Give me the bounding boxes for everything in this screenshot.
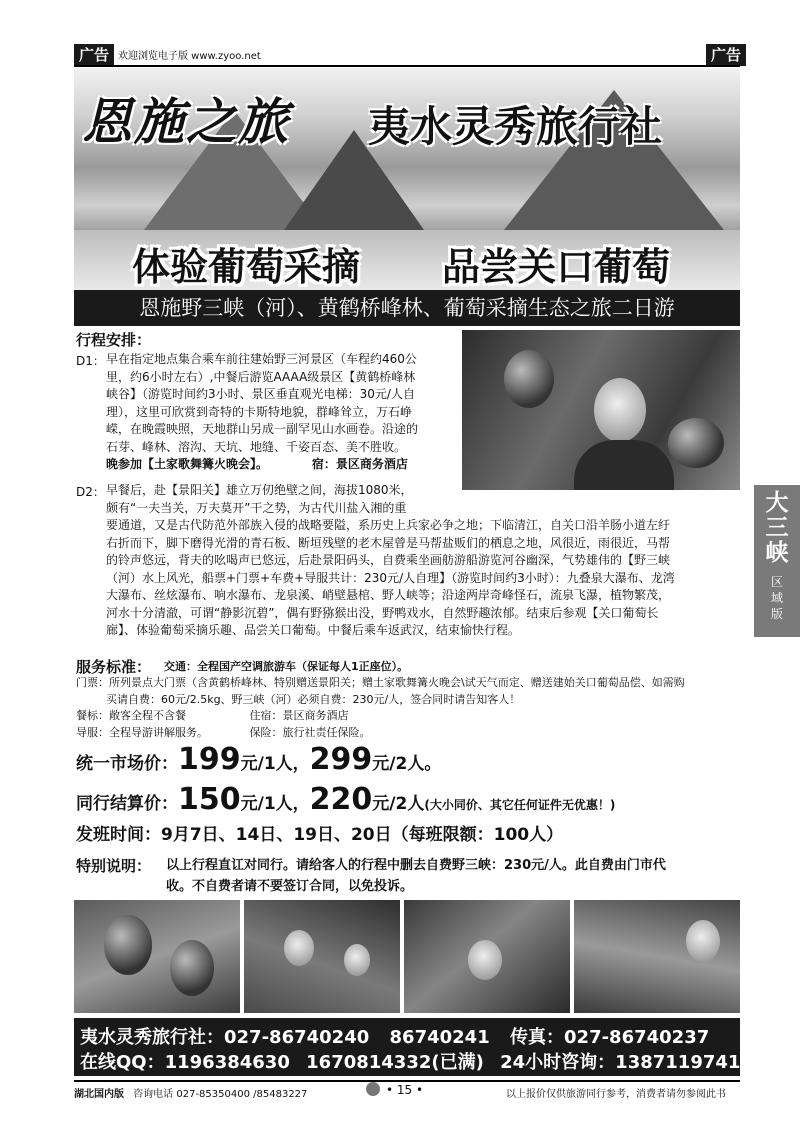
agency-phone: 夷水灵秀旅行社：027-86740240 bbox=[80, 1027, 370, 1048]
day1-line: 早在指定地点集合乘车前往建始野三河景区（车程约460公 bbox=[106, 352, 417, 366]
peer-price-unit: 元/2人 bbox=[372, 794, 425, 814]
grape-picking-photo bbox=[462, 330, 740, 490]
day2-line: 大瀑布、丝炫瀑布、响水瀑布、龙泉溪、峭壁悬棺、野人峡等；沿途两岸奇峰怪石，流泉飞瀑，植物繁茂， bbox=[106, 588, 671, 602]
slogan-left: 体验葡萄采摘 bbox=[132, 245, 361, 289]
day2-line: 河水十分清澈，可谓“静影沉碧”，偶有野猕猴出没，野鸭戏水，自然野趣浓郁。结束后参观【关口葡萄长 bbox=[106, 605, 659, 620]
service-meals: 餐标：敞客全程不含餐 bbox=[76, 709, 186, 722]
peer-price-unit: 元/1人， bbox=[240, 794, 310, 814]
consult-phone: 咨询电话 027-85350400 /85483227 bbox=[133, 1089, 308, 1100]
service-heading: 服务标准： bbox=[76, 658, 152, 676]
day2-line: 早餐后，赴【景阳关】雄立万仞绝壁之间，海拔1080米， bbox=[106, 483, 413, 497]
person-figure bbox=[468, 940, 502, 980]
footer-left bbox=[74, 1085, 307, 1100]
browse-note: 欢迎浏览电子版 www.zyoo.net bbox=[118, 51, 261, 62]
footer-rule bbox=[74, 1080, 740, 1082]
service-transport: 交通：全程国产空调旅游车（保证每人1正座位）。 bbox=[164, 660, 409, 673]
day2-line: 的铃声悠远，背夫的吆喝声已悠远，后赴景阳码头，自费乘坐画舫游船游览河谷幽深，气势雄伟的【野三峡 bbox=[106, 553, 671, 567]
person-figure bbox=[344, 944, 370, 976]
market-price-unit: 元/1人， bbox=[240, 754, 310, 774]
hero-banner bbox=[74, 68, 740, 290]
vineyard-photo-1 bbox=[74, 900, 240, 1013]
person-figure bbox=[284, 930, 314, 966]
day2-line: 要通道，又是古代防范外部族入侵的战略要隘，系历史上兵家必争之地；下临清江，自关口沿羊肠小道左纡 bbox=[106, 518, 671, 532]
service-details bbox=[76, 675, 746, 741]
page-badge-icon bbox=[366, 1082, 380, 1096]
grape-cluster bbox=[668, 418, 724, 468]
sidebar-char: 峡 bbox=[765, 540, 789, 566]
market-price-double: 299 bbox=[309, 742, 373, 777]
itinerary-heading: 行程安排： bbox=[76, 331, 152, 349]
peer-price-single: 150 bbox=[178, 782, 241, 817]
hero-script-title: 恩施之旅 bbox=[82, 92, 290, 151]
sidebar-char: 区 bbox=[770, 575, 783, 589]
online-qq: 在线QQ：1196384630 bbox=[80, 1052, 290, 1073]
edition-name: 湖北国内版 bbox=[74, 1089, 124, 1100]
peer-price-note: (大小同价、其它任何证件无优惠！) bbox=[424, 798, 616, 812]
service-lodging: 住宿：景区商务酒店 bbox=[249, 709, 349, 722]
day2-line: 右折而下，脚下磨得光滑的青石板、断垣残壁的老木屋曾是马帮盐贩们的栖息之地，风很近，雨很近，马帮 bbox=[106, 535, 671, 550]
page-number: • 15 • bbox=[386, 1083, 424, 1097]
day2-line: 颇有“一夫当关，万夫莫开”干之势，为古代川盐入湘的重 bbox=[106, 500, 407, 515]
grape-cluster bbox=[504, 350, 554, 408]
vineyard-photo-4 bbox=[574, 900, 740, 1013]
grape-cluster bbox=[104, 915, 152, 975]
day2-line: 廊】、体验葡萄采摘乐趣、品尝关口葡萄。中餐后乘车返武汉，结束愉快行程。 bbox=[106, 623, 521, 637]
sidebar-char: 版 bbox=[770, 607, 783, 621]
day2-label: D2： bbox=[76, 485, 105, 499]
day1-line: 理），这里可欣赏到奇特的卡斯特地貌，群峰耸立，万石峥 bbox=[106, 404, 413, 419]
footer-disclaimer: 以上报价仅供旅游同行参考，消费者请勿参阅此书 bbox=[506, 1089, 726, 1100]
service-tickets: 门票：所列景点大门票（含黄鹤桥峰林、特别赠送景阳关；赠土家歌舞篝火晚会\试天气而定、赠送建始关口葡萄品偿、如需购 bbox=[76, 676, 685, 689]
sidebar-char: 三 bbox=[765, 515, 789, 541]
market-price-unit: 元/2人。 bbox=[372, 754, 442, 774]
sidebar-char: 大 bbox=[765, 490, 789, 516]
slogan-right: 品尝关口葡萄 bbox=[442, 245, 671, 289]
vineyard-photo-3 bbox=[404, 900, 570, 1013]
agency-fax: 传真：027-86740237 bbox=[510, 1027, 710, 1048]
service-insurance: 保险：旅行社责任保险。 bbox=[249, 725, 371, 739]
market-price-label: 统一市场价： bbox=[76, 754, 178, 774]
day1-hotel: 宿：景区商务酒店 bbox=[311, 457, 408, 471]
day1-line: 嵘，在晚霞映照，天地群山另成一副罕见山水画卷。沿途的 bbox=[106, 422, 419, 436]
day1-text bbox=[106, 351, 458, 474]
sidebar-char: 域 bbox=[770, 591, 783, 605]
special-notes bbox=[166, 855, 746, 897]
route-title-band: 恩施野三峡（河）、黄鹤桥峰林、葡萄采摘生态之旅二日游 bbox=[74, 290, 740, 326]
contact-bar bbox=[74, 1018, 753, 1076]
service-tickets-cont: 买请自费：60元/2.5kg、野三峡（河）必须自费：230元/人，签合同时请告知客人！ bbox=[106, 692, 521, 706]
special-line: 收。不自费者请不要签订合同，以免投诉。 bbox=[166, 879, 414, 894]
ad-label-right: 广告 bbox=[706, 44, 746, 66]
hero-agency-title: 夷水灵秀旅行社 bbox=[368, 102, 663, 151]
hotline: 24小时咨询：13871197411 bbox=[500, 1052, 753, 1073]
day2-text bbox=[106, 482, 746, 640]
day1-evening: 晚参加【土家歌舞篝火晚会】。 bbox=[106, 457, 269, 471]
day1-line: 里，约6小时左右）,中餐后游览AAAA级景区【黄鹤桥峰林 bbox=[106, 369, 416, 384]
top-rule bbox=[74, 65, 740, 67]
special-line: 以上行程直讧对同行。请给客人的行程中删去自费野三峡：230元/人。此自费由门市代 bbox=[166, 858, 666, 873]
peer-price-label: 同行结算价： bbox=[76, 794, 178, 814]
special-label: 特别说明： bbox=[76, 857, 152, 875]
grape-cluster bbox=[170, 940, 214, 996]
online-qq-2: 1670814332(已满) bbox=[306, 1052, 484, 1073]
person-figure bbox=[686, 920, 720, 962]
vineyard-photo-2 bbox=[244, 900, 400, 1013]
peer-price-double: 220 bbox=[309, 782, 373, 817]
woman-figure bbox=[594, 378, 646, 442]
service-guide: 导服：全程导游讲解服务。 bbox=[76, 725, 208, 739]
ad-label-left: 广告 bbox=[74, 44, 114, 66]
market-price bbox=[76, 742, 441, 777]
market-price-single: 199 bbox=[178, 742, 241, 777]
peer-price bbox=[76, 782, 615, 817]
day2-line: （河）水上风光，船票+门票+车费+导服共计：230元/人自理】（游览时间约3小时）：九叠泉大瀑布、龙湾 bbox=[106, 570, 675, 585]
day1-label: D1： bbox=[76, 354, 105, 368]
day1-line: 峡谷】（游览时间约3小时、景区垂直观光电梯：30元/人自 bbox=[106, 387, 415, 401]
day1-line: 石芽、峰林、溶沟、天坑、地缝、千姿百态、美不胜收。 bbox=[106, 439, 407, 454]
agency-phone-2: 86740241 bbox=[389, 1027, 490, 1048]
region-sidebar bbox=[754, 485, 800, 637]
departure-schedule: 发班时间：9月7日、14日、19日、20日（每班限额：100人） bbox=[76, 825, 564, 845]
